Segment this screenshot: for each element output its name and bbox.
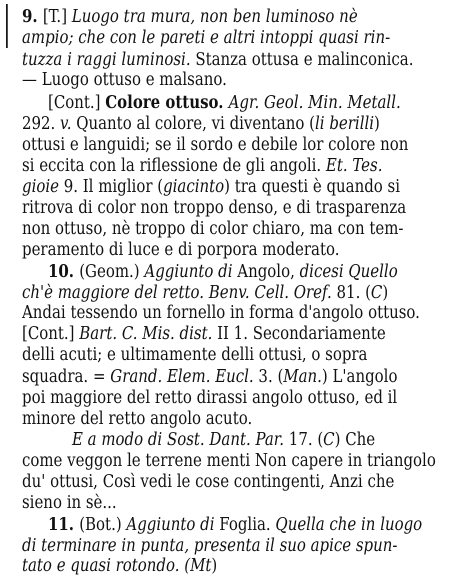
text-line — [22, 492, 117, 516]
text-segment: Quanto al colore, vi diventano ( — [76, 113, 316, 134]
text-segment: Colore ottuso. — [105, 93, 229, 114]
text-segment: Aggiunto di — [126, 514, 220, 535]
text-segment: li berilli — [315, 113, 375, 134]
text-segment: squadra. = — [21, 366, 111, 387]
text-segment: gioie — [21, 177, 64, 198]
margin-bar — [6, 4, 8, 48]
text-segment: [Cont.] — [21, 324, 80, 345]
text-segment: C — [370, 282, 383, 303]
text-segment: 9. Il miglior ( — [63, 177, 164, 198]
text-segment: v. — [60, 113, 77, 134]
text-segment: ritrova di color non troppo denso, e di trasparenza — [21, 198, 407, 219]
text-segment: delli acuti; e ultimamente delli ottusi, o sopra — [21, 345, 368, 366]
text-segment: 11. — [47, 514, 80, 535]
text-line — [22, 555, 217, 579]
text-segment: tuzza i raggi luminosi. — [21, 49, 196, 70]
text-segment: — Luogo ottuso e malsano. — [21, 70, 227, 91]
text-segment: [Cont.] — [47, 93, 106, 114]
text-segment: sieno in sè... — [21, 492, 117, 513]
text-segment: 292. — [21, 113, 61, 134]
text-segment: Stanza ottusa e malinconica. — [195, 49, 414, 70]
text-segment: ch'è maggiore del retto. Benv. Cell. Oref. — [21, 282, 337, 303]
text-segment: ) Che — [334, 430, 376, 451]
text-segment: come veggon le terrene menti Non capere in triangolo — [21, 451, 436, 472]
text-segment: Angolo, — [237, 261, 300, 282]
text-segment: 81. ( — [336, 282, 371, 303]
text-segment: ) — [382, 282, 389, 303]
text-segment: (Bot.) — [79, 514, 127, 535]
text-segment: 17. ( — [288, 430, 324, 451]
text-line — [22, 69, 227, 93]
text-segment: [T.] — [42, 7, 72, 27]
text-segment: giacinto — [163, 177, 225, 198]
text-segment: 10. — [47, 261, 80, 282]
text-segment: 1. Secondariamente — [228, 324, 386, 345]
text-segment: ) — [374, 113, 380, 134]
text-line — [22, 27, 390, 51]
text-line — [22, 155, 382, 179]
text-segment: 9. — [21, 7, 43, 27]
text-segment: di terminare in punta, presenta il suo apice spun- — [21, 535, 398, 556]
text-segment: Bart. C. Mis. dist. — [79, 324, 218, 345]
text-segment: E a modo di Sost. Dant. Par. — [71, 430, 289, 451]
text-line — [22, 408, 252, 432]
text-segment: Andai tessendo un fornello in forma d'angolo ottuso. — [21, 303, 420, 324]
text-segment: non ottuso, nè troppo di color chiaro, ma con tem- — [21, 219, 404, 240]
text-segment: du' ottusi, Così vedi le cose contingenti, Anzi che — [21, 472, 395, 493]
text-segment: minore del retto angolo acuto. — [21, 408, 253, 429]
text-segment: II — [217, 324, 229, 345]
text-segment: Man. — [283, 366, 322, 387]
text-segment: Foglia. — [219, 514, 276, 535]
text-line — [22, 239, 339, 263]
text-segment: ) tra questi è quando si — [224, 177, 401, 198]
text-segment: Aggiunto di — [144, 261, 238, 282]
text-segment: si eccita con la riflessione de gli angoli. — [21, 155, 326, 176]
text-segment: 3. ( — [258, 366, 284, 387]
text-segment: ampio; che con le pareti e altri intoppi quasi rin- — [21, 27, 391, 48]
text-segment: ) — [211, 556, 218, 577]
text-segment: Quella che in luogo — [275, 514, 423, 535]
text-segment: tato e quasi rotondo. ( — [21, 556, 191, 577]
text-segment: ottusi e languidi; se il sordo e debile lor colore non — [21, 134, 409, 155]
text-segment: peramento di luce e di porpora moderato. — [21, 240, 340, 260]
text-segment: Luogo tra mura, non ben luminoso nè — [71, 7, 358, 27]
text-segment: (Geom.) — [79, 261, 145, 282]
text-segment: Et. Tes. — [325, 155, 383, 176]
text-segment: Grand. Elem. Eucl. — [110, 366, 259, 387]
text-segment: dicesi Quello — [299, 261, 398, 282]
text-segment: ) L'angolo — [321, 366, 398, 387]
text-line — [22, 344, 367, 368]
text-segment: Agr. Geol. Min. Metall. — [228, 93, 401, 114]
text-segment: C — [323, 430, 335, 451]
text-segment: poi maggiore del retto dirassi angolo ottuso, ed il — [21, 387, 398, 408]
text-segment: Mt — [190, 556, 212, 577]
